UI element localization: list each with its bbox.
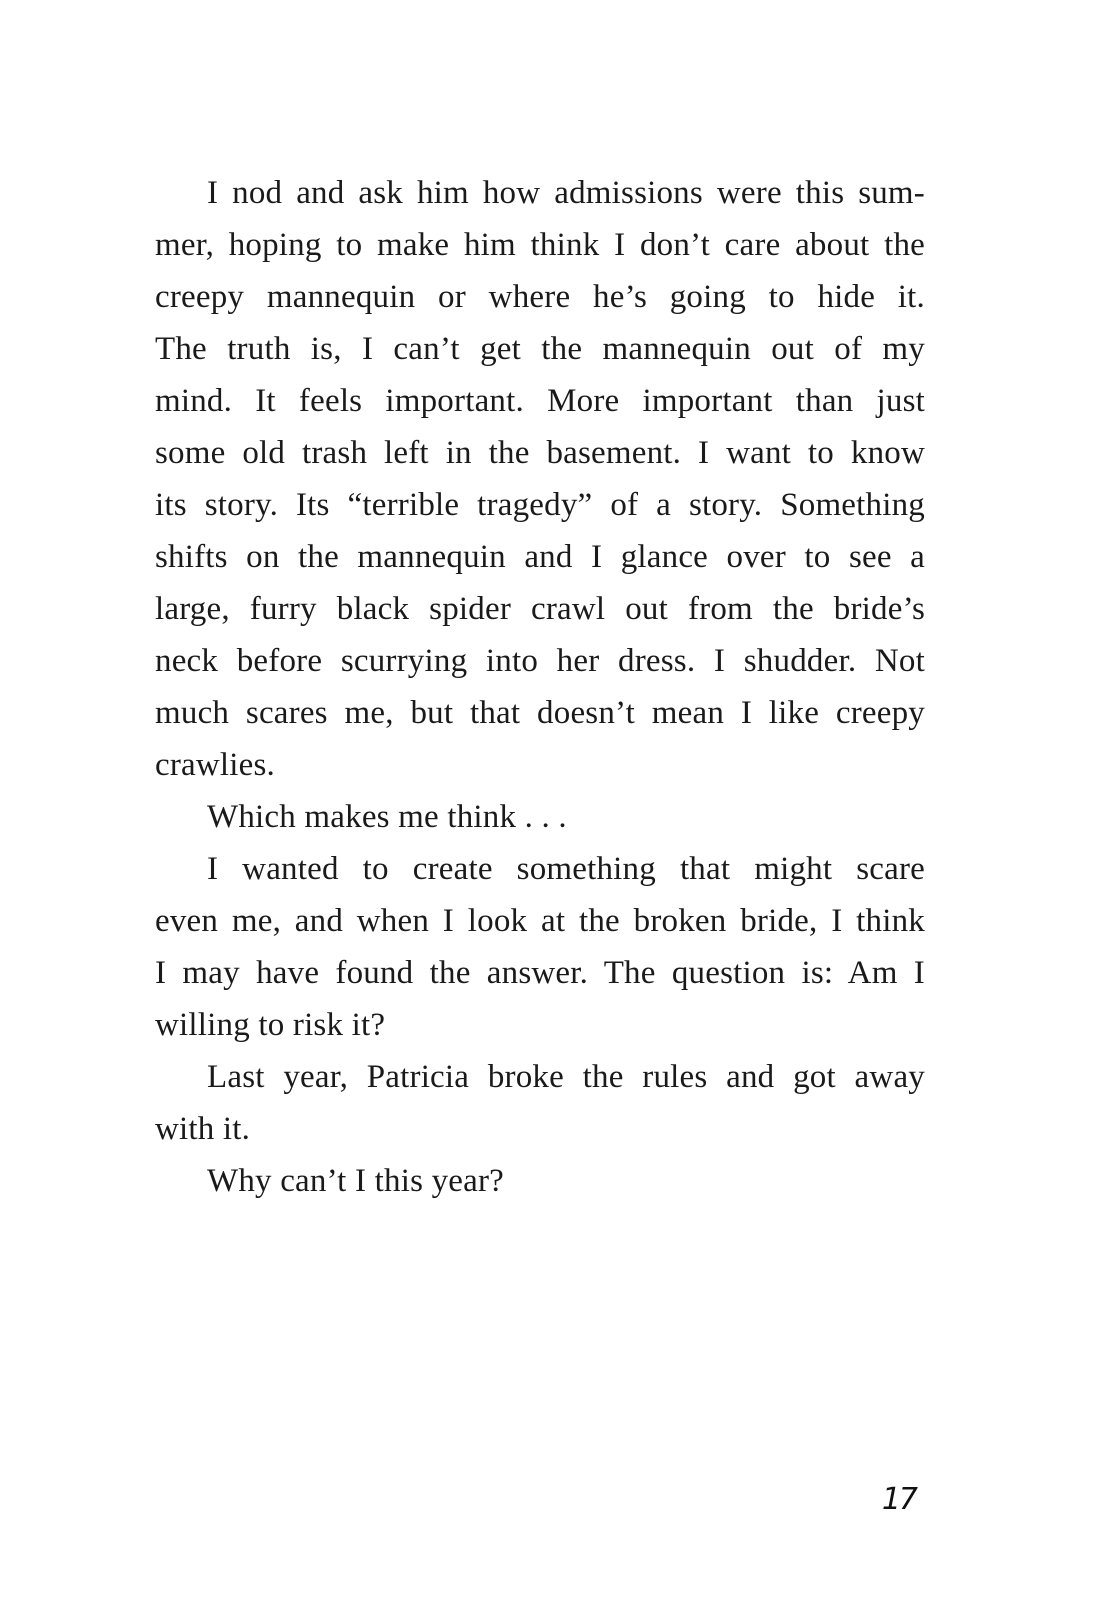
text-line: I may have found the answer. The question is: Am I <box>155 955 925 991</box>
text-line: creepy mannequin or where he’s going to hide it. <box>155 279 925 315</box>
body-text <box>155 167 925 1207</box>
text-line: The truth is, I can’t get the mannequin out of my <box>155 331 925 367</box>
text-line: I wanted to create something that might scare <box>207 851 925 887</box>
text-line: mind. It feels important. More important than just <box>155 383 925 419</box>
text-line: Why can’t I this year? <box>207 1163 505 1199</box>
text-line: Last year, Patricia broke the rules and got away <box>207 1059 925 1095</box>
text-line: willing to risk it? <box>155 1007 386 1043</box>
text-line: neck before scurrying into her dress. I shudder. Not <box>155 643 925 679</box>
text-line: crawlies. <box>155 747 275 783</box>
text-line: Which makes me think . . . <box>207 799 567 835</box>
page-number: 17 <box>881 1482 916 1517</box>
text-line: large, furry black spider crawl out from the bride’s <box>155 591 925 627</box>
text-line: some old trash left in the basement. I want to know <box>155 435 925 471</box>
text-line: shifts on the mannequin and I glance over to see a <box>155 539 925 575</box>
text-line: much scares me, but that doesn’t mean I like creepy <box>155 695 925 731</box>
text-line: I nod and ask him how admissions were this sum- <box>207 175 925 211</box>
text-line: mer, hoping to make him think I don’t care about the <box>155 227 925 263</box>
text-line: with it. <box>155 1111 251 1147</box>
text-line: its story. Its “terrible tragedy” of a story. Something <box>155 487 925 523</box>
text-line: even me, and when I look at the broken bride, I think <box>155 903 925 939</box>
